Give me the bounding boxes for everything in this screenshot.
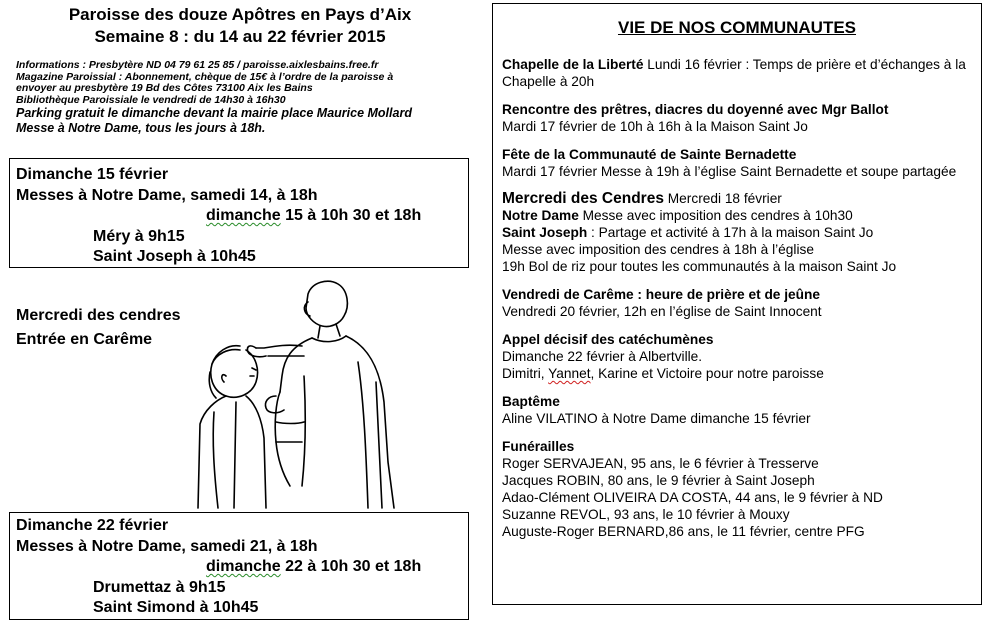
info-line: envoyer au presbytère 19 Bd des Côtes 73100 Aix les Bains bbox=[16, 82, 313, 95]
section-title: Vendredi de Carême : heure de prière et de jeûne bbox=[502, 287, 820, 302]
daily-mass-line: Messe à Notre Dame, tous les jours à 18h. bbox=[16, 120, 266, 135]
funeral-item: Jacques ROBIN, 80 ans, le 9 février à Saint Joseph bbox=[502, 473, 815, 488]
section-text: Mercredi 18 février bbox=[663, 191, 782, 206]
section-chapelle bbox=[502, 56, 973, 90]
box-word: dimanche bbox=[206, 558, 281, 575]
funeral-item: Auguste-Roger BERNARD,86 ans, le 11 février, centre PFG bbox=[502, 524, 865, 539]
section-text: 19h Bol de riz pour toutes les communautés à la maison Saint Jo bbox=[502, 259, 897, 274]
section-text: : Partage et activité à 17h à la maison Saint Jo bbox=[587, 225, 874, 240]
info-line: Informations : Presbytère ND 04 79 61 25 85 / paroisse.aixlesbains.free.fr bbox=[16, 59, 379, 71]
box-line: Saint Joseph à 10h45 bbox=[93, 248, 256, 265]
funeral-item: Adao-Clément OLIVEIRA DA COSTA, 44 ans, le 9 février à ND bbox=[502, 490, 883, 505]
box-word: 15 à 10h 30 et 18h bbox=[280, 207, 422, 224]
box-line: Saint Simond à 10h45 bbox=[93, 599, 259, 616]
box-line: Messes à Notre Dame, samedi 14, à 18h bbox=[16, 186, 318, 204]
section-title: Mercredi des Cendres bbox=[502, 190, 664, 207]
ash-imposition-illustration bbox=[180, 272, 420, 510]
section-text: Aline VILATINO à Notre Dame dimanche 15 février bbox=[502, 411, 811, 426]
week-title: Semaine 8 : du 14 au 22 février 2015 bbox=[94, 27, 386, 46]
box-word: 22 à 10h 30 et 18h bbox=[280, 558, 422, 575]
section-text: Messe avec imposition des cendres à 18h à l’église bbox=[502, 242, 814, 257]
box-line: Drumettaz à 9h15 bbox=[93, 578, 226, 596]
section-text: Lundi 16 février : Temps de prière et d’échanges à la Chapelle à 20h bbox=[502, 57, 966, 89]
section-title: Appel décisif des catéchumènes bbox=[502, 332, 714, 347]
parking-line: Parking gratuit le dimanche devant la mairie place Maurice Mollard bbox=[16, 106, 412, 121]
box-line bbox=[206, 557, 468, 578]
ash-wednesday-title: Mercredi des cendres bbox=[16, 307, 181, 324]
funeral-item: Suzanne REVOL, 93 ans, le 10 février à Mouxy bbox=[502, 507, 790, 522]
box-heading: Dimanche 22 février bbox=[16, 517, 169, 534]
section-title: Funérailles bbox=[502, 439, 575, 454]
sunday-15-box bbox=[9, 158, 469, 268]
section-title: Chapelle de la Liberté bbox=[502, 57, 644, 72]
community-life-heading: VIE DE NOS COMMUNAUTES bbox=[617, 18, 857, 37]
box-line: Méry à 9h15 bbox=[93, 227, 185, 245]
box-line bbox=[206, 206, 468, 227]
sunday-22-box bbox=[9, 512, 469, 620]
info-line: Magazine Paroissial : Abonnement, chèque de 15€ à l’ordre de la paroisse à bbox=[16, 70, 394, 83]
section-text: Dimitri, Yannet, Karine et Victoire pour notre paroisse bbox=[502, 366, 824, 381]
box-word: dimanche bbox=[206, 207, 281, 224]
section-title: Fête de la Communauté de Sainte Bernadette bbox=[502, 147, 797, 162]
section-label: Saint Joseph bbox=[502, 225, 588, 240]
section-bernadette bbox=[502, 146, 973, 180]
box-heading: Dimanche 15 février bbox=[16, 166, 169, 183]
section-cendres bbox=[502, 190, 973, 275]
section-text: Vendredi 20 février, 12h en l’église de Saint Innocent bbox=[502, 304, 822, 319]
box-line: Messes à Notre Dame, samedi 21, à 18h bbox=[16, 537, 318, 555]
parish-title: Paroisse des douze Apôtres en Pays d’Aix bbox=[68, 5, 412, 24]
section-rencontre bbox=[502, 101, 973, 135]
section-text: Mardi 17 février Messe à 19h à l’église Saint Bernadette et soupe partagée bbox=[502, 164, 957, 179]
funeral-item: Roger SERVAJEAN, 95 ans, le 6 février à Tresserve bbox=[502, 456, 819, 471]
section-funerailles bbox=[502, 438, 973, 540]
section-catechumenes bbox=[502, 331, 973, 382]
section-title: Rencontre des prêtres, diacres du doyenné avec Mgr Ballot bbox=[502, 102, 889, 117]
section-text: Dimanche 22 février à Albertville. bbox=[502, 349, 703, 364]
community-life-panel bbox=[492, 3, 982, 605]
section-text: Messe avec imposition des cendres à 10h30 bbox=[578, 208, 853, 223]
lent-entry-title: Entrée en Carême bbox=[16, 331, 153, 348]
section-careme bbox=[502, 286, 973, 320]
section-title: Baptême bbox=[502, 394, 560, 409]
section-text: Mardi 17 février de 10h à 16h à la Maison Saint Jo bbox=[502, 119, 808, 134]
section-label: Notre Dame bbox=[502, 208, 579, 223]
info-line: Bibliothèque Paroissiale le vendredi de 14h30 à 16h30 bbox=[16, 93, 286, 106]
info-block bbox=[16, 60, 476, 135]
section-bapteme bbox=[502, 393, 973, 427]
